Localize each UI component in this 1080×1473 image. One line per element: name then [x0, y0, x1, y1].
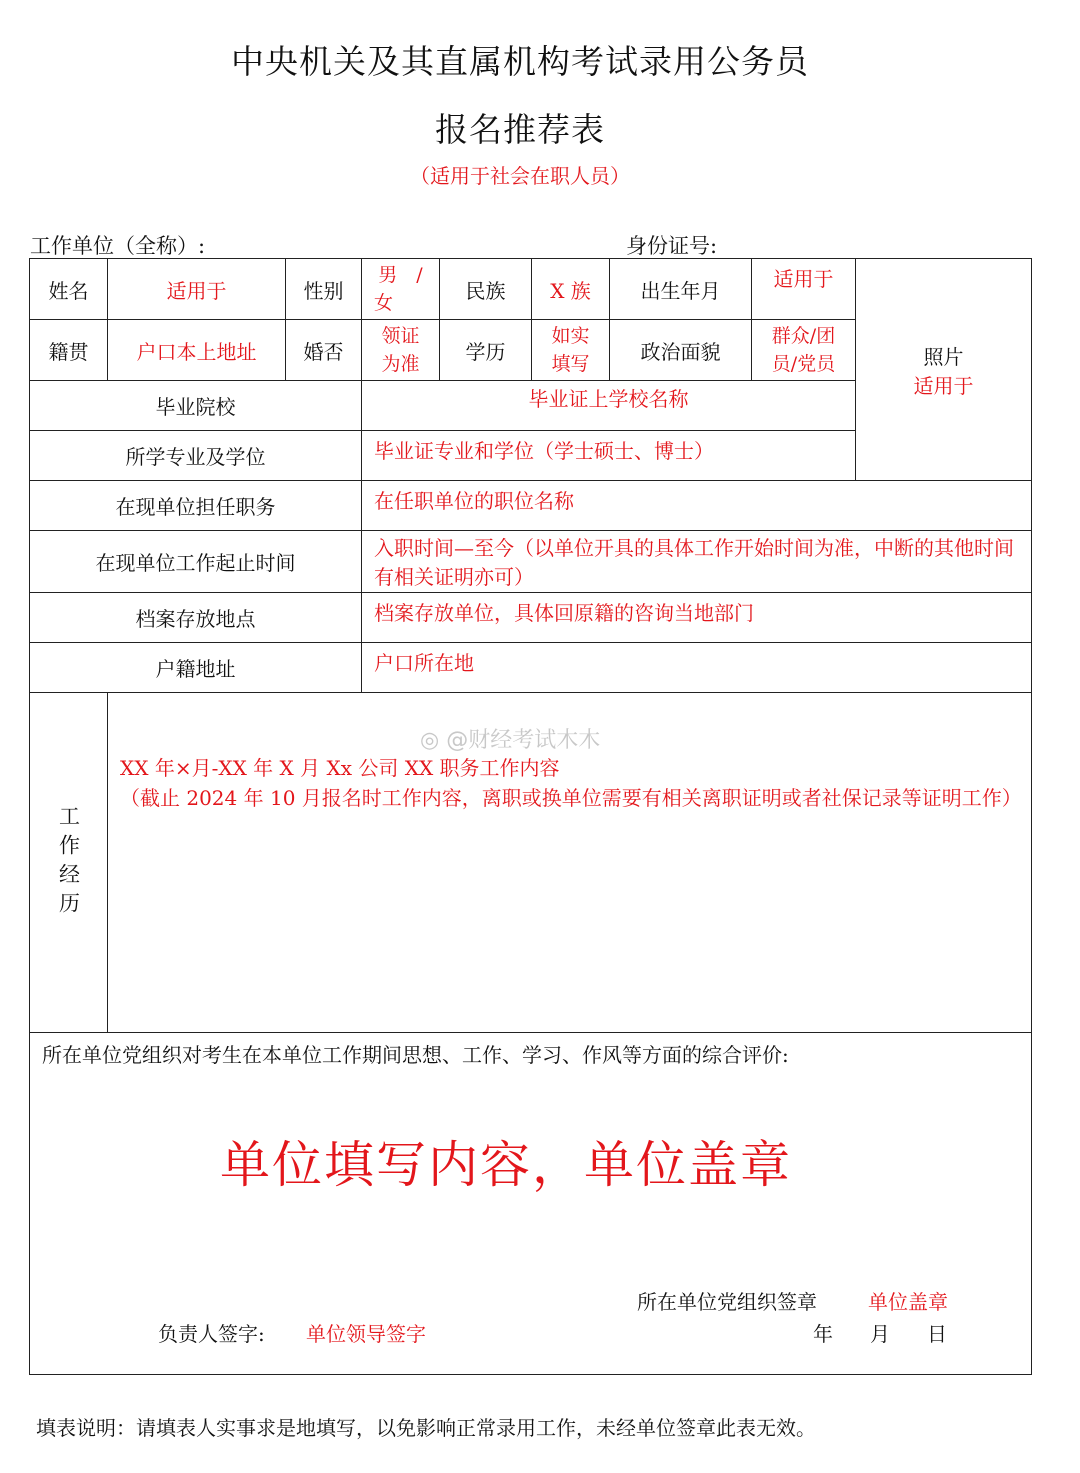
major-value[interactable] — [362, 431, 856, 481]
registration-form-table — [29, 258, 1032, 1375]
gender-value-line-1: 男 / — [378, 264, 423, 286]
signer-label: 负责人签字: — [158, 1322, 265, 1346]
stamp-placeholder-text: 单位填写内容，单位盖章 — [220, 1136, 792, 1194]
archive-value[interactable] — [362, 593, 1032, 643]
work-period-value[interactable] — [362, 531, 1032, 593]
signer-value: 单位领导签字 — [306, 1322, 426, 1346]
school-label: 毕业院校 — [30, 381, 362, 431]
position-value[interactable] — [362, 481, 1032, 531]
seal-label: 所在单位党组织签章 — [637, 1290, 817, 1314]
marital-value-line-1: 领证 — [381, 325, 420, 347]
political-label: 政治面貌 — [610, 320, 752, 381]
name-value[interactable]: 适用于 — [108, 259, 286, 320]
hukou-value-text: 户口所在地 — [374, 651, 474, 675]
archive-value-text: 档案存放单位，具体回原籍的咨询当地部门 — [374, 601, 754, 625]
gender-value-line-2: 女 — [374, 292, 394, 314]
experience-line-2: （截止 2024 年 10 月报名时工作内容，离职或换单位需要有相关离职证明或者社保记录等证明工作） — [120, 786, 1022, 810]
weibo-icon: ◎ — [420, 728, 440, 753]
education-value-line-1: 如实 — [551, 325, 590, 347]
work-unit-label: 工作单位（全称）: — [30, 234, 206, 258]
birth-label: 出生年月 — [610, 259, 752, 320]
date-day: 日 — [927, 1322, 947, 1346]
birth-value[interactable]: 适用于 — [752, 259, 856, 320]
archive-label: 档案存放地点 — [30, 593, 362, 643]
hukou-label: 户籍地址 — [30, 643, 362, 693]
marital-value[interactable] — [362, 320, 440, 381]
title-line-2: 报名推荐表 — [435, 110, 605, 149]
watermark — [420, 723, 600, 754]
position-value-text: 在任职单位的职位名称 — [374, 489, 574, 513]
evaluation-cell[interactable] — [30, 1033, 1032, 1375]
native-place-value[interactable]: 户口本上地址 — [108, 320, 286, 381]
photo-value: 适用于 — [913, 373, 974, 398]
education-label: 学历 — [440, 320, 532, 381]
gender-value[interactable] — [362, 259, 440, 320]
id-number-label: 身份证号: — [626, 234, 718, 258]
school-value[interactable]: 毕业证上学校名称 — [362, 381, 856, 431]
education-value[interactable] — [532, 320, 610, 381]
political-value-line-2: 员/党员 — [771, 353, 836, 375]
political-value-line-1: 群众/团 — [771, 325, 836, 347]
date-year: 年 — [813, 1322, 833, 1346]
date-month: 月 — [870, 1322, 890, 1346]
gender-label: 性别 — [286, 259, 362, 320]
ethnic-label: 民族 — [440, 259, 532, 320]
marital-label: 婚否 — [286, 320, 362, 381]
political-value[interactable] — [752, 320, 856, 381]
marital-value-line-2: 为准 — [381, 353, 420, 375]
subtitle: （适用于社会在职人员） — [410, 164, 630, 188]
watermark-text: @财经考试木木 — [446, 728, 601, 753]
education-value-line-2: 填写 — [551, 353, 590, 375]
seal-value: 单位盖章 — [868, 1290, 948, 1314]
position-label: 在现单位担任职务 — [30, 481, 362, 531]
footer-note: 填表说明：请填表人实事求是地填写，以免影响正常录用工作，未经单位签章此表无效。 — [36, 1416, 816, 1440]
hukou-value[interactable] — [362, 643, 1032, 693]
native-place-label: 籍贯 — [30, 320, 108, 381]
experience-line-1: XX 年×月-XX 年 X 月 Xx 公司 XX 职务工作内容 — [120, 756, 560, 780]
major-label: 所学专业及学位 — [30, 431, 362, 481]
experience-value[interactable] — [108, 693, 1032, 1033]
name-label: 姓名 — [30, 259, 108, 320]
major-value-text: 毕业证专业和学位（学士硕士、博士） — [374, 439, 714, 463]
work-period-value-text: 入职时间—至今（以单位开具的具体工作开始时间为准，中断的其他时间有相关证明亦可） — [374, 536, 1014, 589]
work-period-label: 在现单位工作起止时间 — [30, 531, 362, 593]
evaluation-prompt: 所在单位党组织对考生在本单位工作期间思想、工作、学习、作风等方面的综合评价: — [42, 1043, 789, 1067]
ethnic-value[interactable]: X 族 — [532, 259, 610, 320]
photo-label: 照片 — [923, 344, 964, 369]
photo-cell[interactable] — [856, 259, 1032, 481]
title-line-1: 中央机关及其直属机构考试录用公务员 — [231, 42, 809, 81]
experience-label — [30, 693, 108, 1033]
experience-label-text: 工作经历 — [56, 804, 81, 921]
